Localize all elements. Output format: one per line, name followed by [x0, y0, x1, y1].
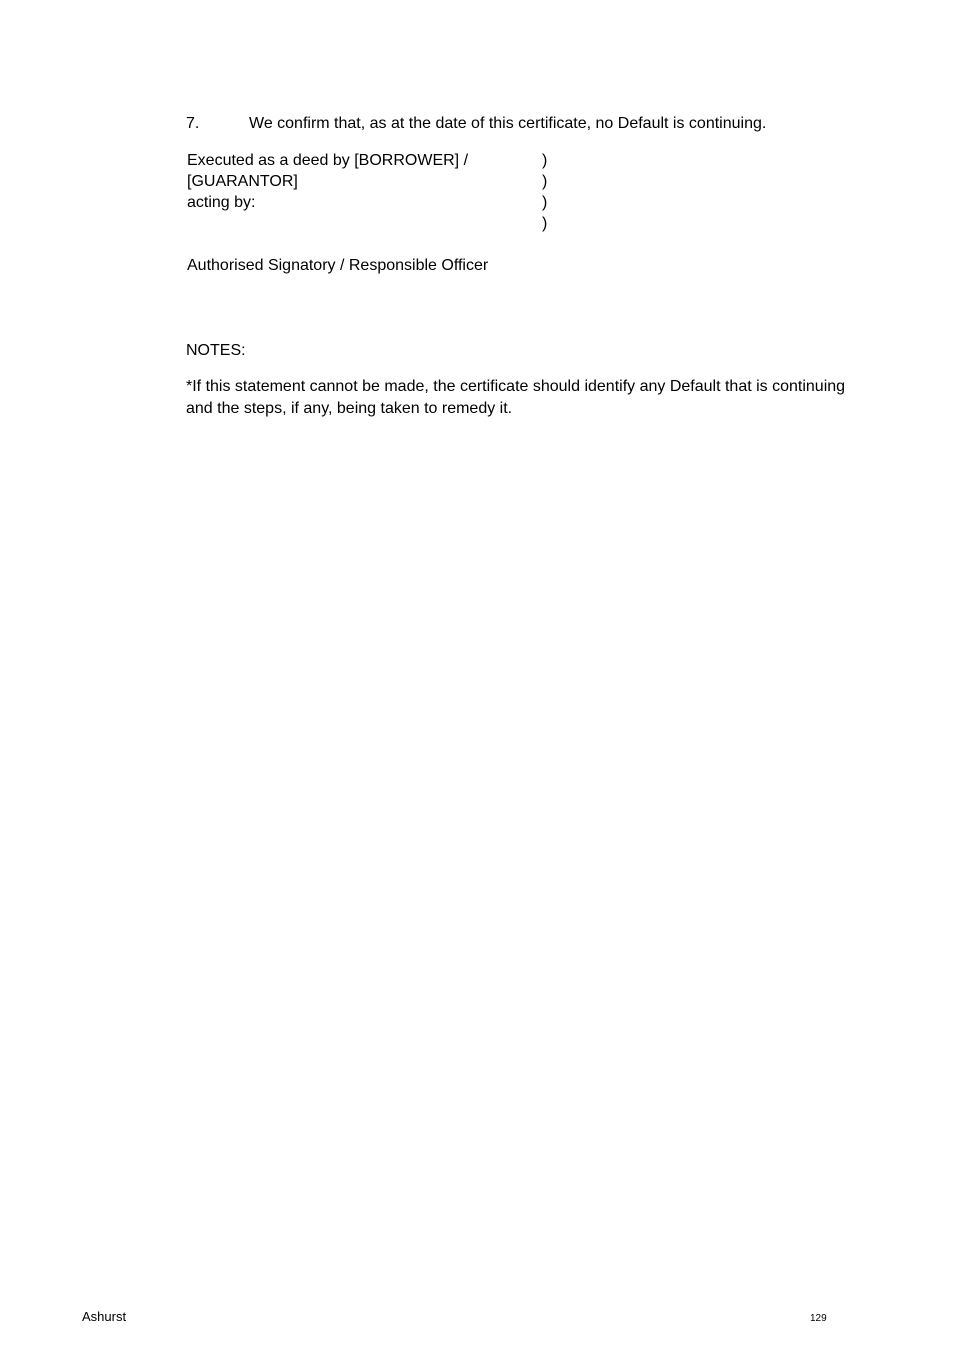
- execution-bracket: ): [542, 194, 548, 211]
- notes-text: *If this statement cannot be made, the certificate should identify any Default that is continuing and the steps, if any, being taken to remedy it.: [186, 378, 846, 417]
- footer-page-number: 129: [810, 1313, 827, 1324]
- execution-bracket: ): [542, 215, 548, 232]
- execution-line-text: acting by:: [187, 194, 256, 211]
- execution-line-text: Executed as a deed by [BORROWER] /: [187, 152, 469, 169]
- signatory-label: Authorised Signatory / Responsible Officer: [187, 257, 489, 274]
- execution-line: [187, 192, 567, 213]
- clause-number: 7.: [186, 115, 200, 132]
- notes-heading: NOTES:: [186, 342, 246, 359]
- execution-line: [187, 213, 567, 234]
- execution-line: [187, 171, 567, 192]
- execution-bracket: ): [542, 152, 548, 169]
- execution-bracket: ): [542, 173, 548, 190]
- execution-line-text: [GUARANTOR]: [187, 173, 298, 190]
- execution-block: [187, 150, 567, 234]
- clause-text: We confirm that, as at the date of this certificate, no Default is continuing.: [249, 115, 767, 132]
- footer-firm-name: Ashurst: [82, 1309, 127, 1324]
- execution-line: [187, 150, 567, 171]
- clause-7: [186, 114, 886, 134]
